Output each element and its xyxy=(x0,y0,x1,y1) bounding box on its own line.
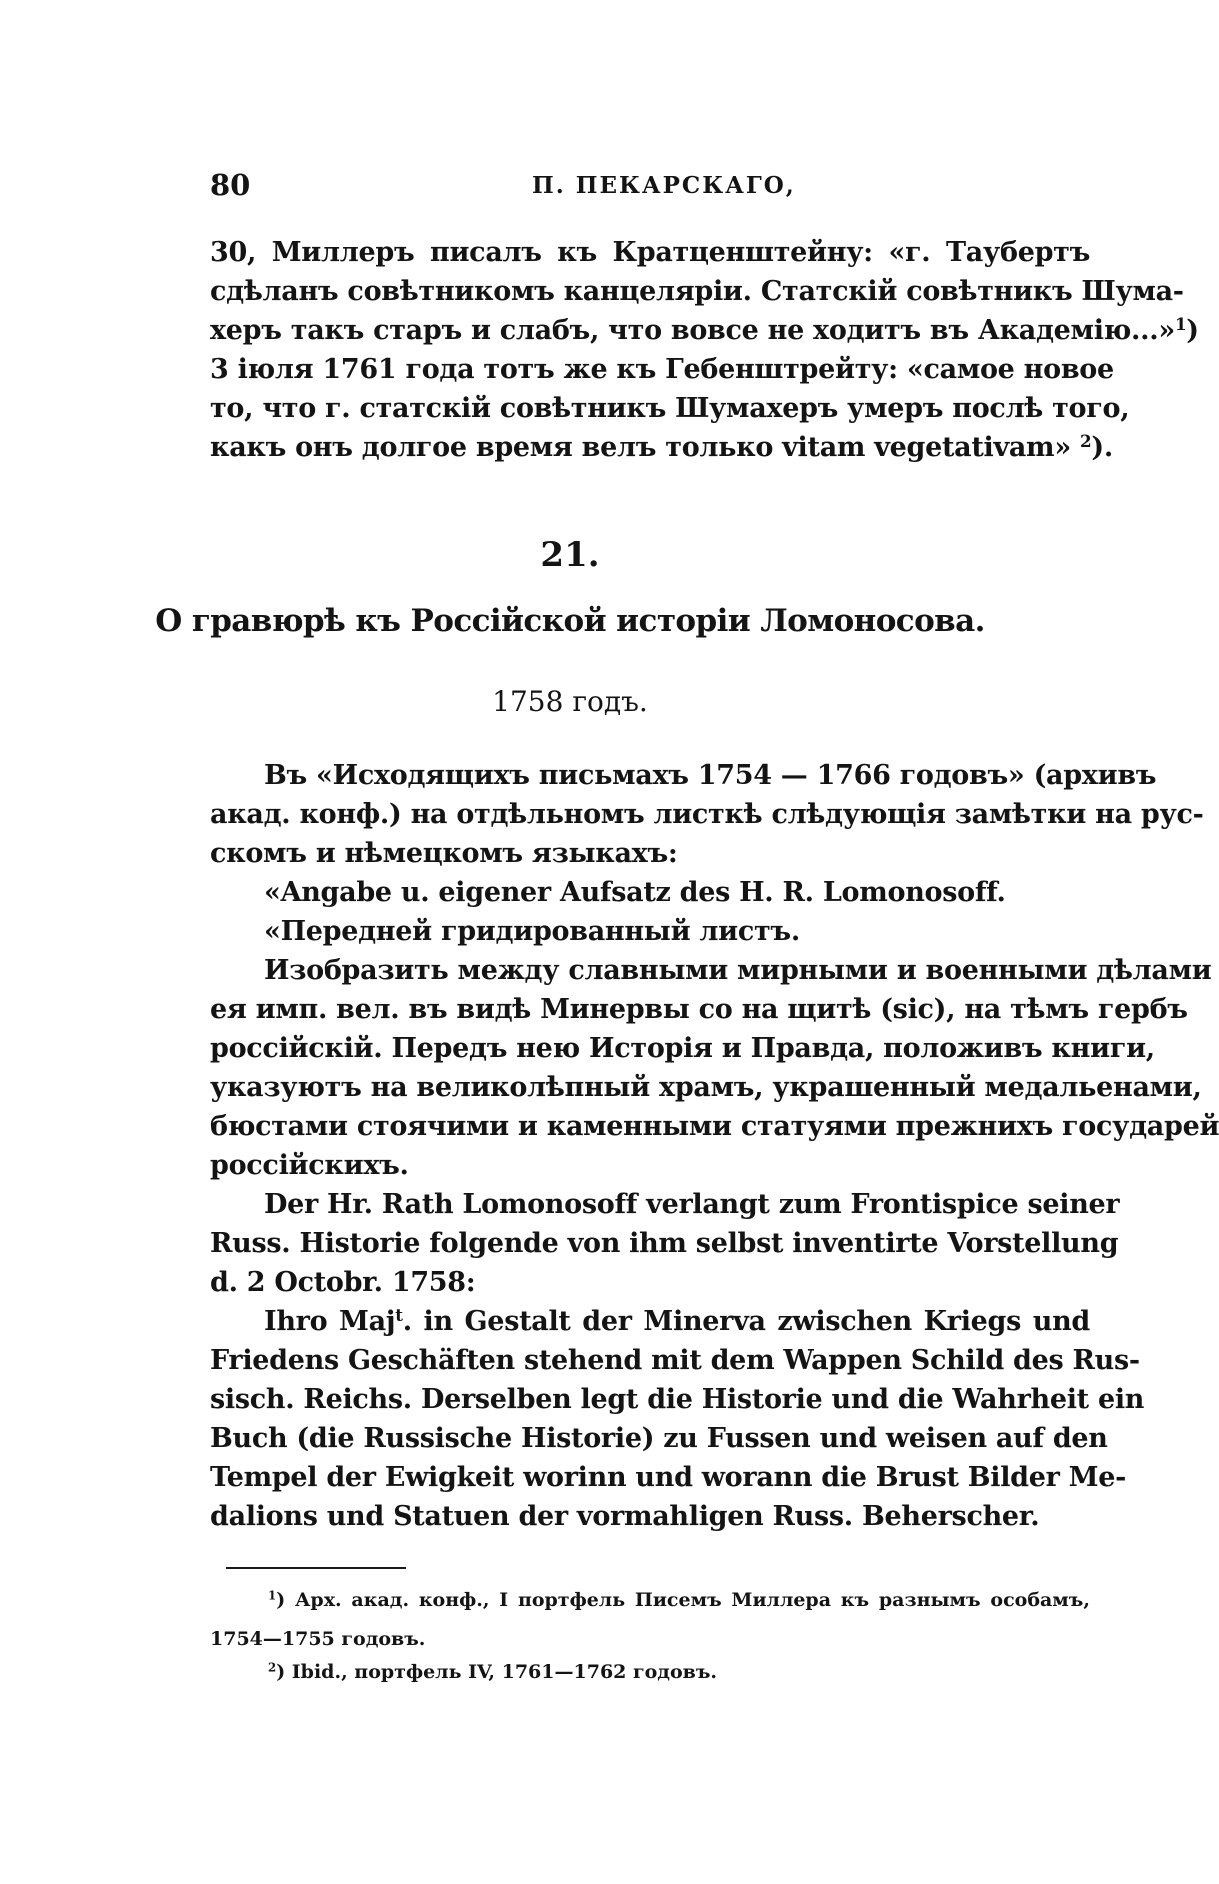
footnotes xyxy=(210,1584,1090,1689)
section-number: 21. xyxy=(540,535,600,575)
section-title: О гравюрѣ къ Россійской исторіи Ломоносова. xyxy=(155,603,985,639)
text-line: Russ. Historie folgende von ihm selbst inventirte Vorstellung xyxy=(210,1228,1119,1259)
page-header xyxy=(210,168,1090,208)
main-text xyxy=(210,756,1219,1536)
section-year: 1758 годъ. xyxy=(492,685,648,718)
text-segment: херъ такъ старъ и слабъ, что вовсе не ходитъ въ Академію...» xyxy=(210,315,1175,346)
text-line: Tempel der Ewigkeit worinn und worann die Brust Bilder Me- xyxy=(210,1462,1127,1493)
page-number: 80 xyxy=(210,168,251,202)
footnote-1 xyxy=(210,1584,1090,1623)
text-line: Buch (die Russische Historie) zu Fussen und weisen auf den xyxy=(210,1423,1108,1454)
footnote-divider xyxy=(226,1567,406,1569)
text-line: то, что г. статскій совѣтникъ Шумахеръ умеръ послѣ того, xyxy=(210,393,1130,424)
text-line: sisch. Reichs. Derselben legt die Historie und die Wahrheit ein xyxy=(210,1384,1145,1415)
footnote-ref-close: ) xyxy=(1186,315,1199,346)
text-line: россійскій. Передъ нею Исторія и Правда, положивъ книги, xyxy=(210,1033,1155,1064)
text-line: ея имп. вел. въ видѣ Минервы со на щитѣ (sic), на тѣмъ гербъ xyxy=(210,994,1188,1025)
text-line xyxy=(210,1302,1090,1341)
text-line: d. 2 Octobr. 1758: xyxy=(210,1267,476,1298)
footnote-text: ) Арх. акад. конф., I портфель Писемъ Миллера къ разнымъ особамъ, xyxy=(276,1589,1090,1611)
quote-line: «Передней гридированный листъ. xyxy=(264,916,800,947)
text-line xyxy=(210,428,1113,467)
text-line: сдѣланъ совѣтникомъ канцеляріи. Статскій совѣтникъ Шума- xyxy=(210,276,1184,307)
text-line: 3 іюля 1761 года тотъ же къ Гебенштрейту: «самое новое xyxy=(210,354,1114,385)
text-line: 30, Миллеръ писалъ къ Кратценштейну: «г. Таубертъ xyxy=(210,237,1090,268)
text-line xyxy=(210,311,1199,350)
footnote-text: ) Ibid., портфель IV, 1761—1762 годовъ. xyxy=(276,1661,718,1683)
text-line: Friedens Geschäften stehend mit dem Wappen Schild des Rus- xyxy=(210,1345,1140,1376)
text-segment: какъ онъ долгое время велъ только vitam vegetativam» xyxy=(210,432,1080,463)
text-line: акад. конф.) на отдѣльномъ листкѣ слѣдующія замѣтки на рус- xyxy=(210,799,1204,830)
footnote-mark: 2 xyxy=(268,1660,277,1675)
text-line: Der Hr. Rath Lomonosoff verlangt zum Frontispice seiner xyxy=(264,1189,1120,1220)
superscript: t xyxy=(395,1304,403,1325)
text-line: указуютъ на великолѣпный храмъ, украшенный медальенами, xyxy=(210,1072,1202,1103)
quote-line: «Angabe u. eigener Aufsatz des H. R. Lomonosoff. xyxy=(264,877,1006,908)
footnote-1-continued: 1754—1755 годовъ. xyxy=(210,1628,426,1650)
text-segment: . in Gestalt der Minerva zwischen Kriegs und xyxy=(402,1306,1090,1337)
footnote-ref-close: ). xyxy=(1091,432,1113,463)
text-line: скомъ и нѣмецкомъ языкахъ: xyxy=(210,838,678,869)
footnote-mark: 1 xyxy=(268,1588,277,1603)
footnote-ref-1: 1 xyxy=(1174,313,1187,334)
text-segment: Ihro Maj xyxy=(264,1306,396,1337)
footnote-ref-2: 2 xyxy=(1080,430,1092,451)
text-line: бюстами стоячими и каменными статуями прежнихъ государей xyxy=(210,1111,1219,1142)
text-line: Изобразить между славными мирными и военными дѣлами xyxy=(264,955,1212,986)
text-line: россійскихъ. xyxy=(210,1150,409,1181)
intro-paragraph xyxy=(210,233,1199,467)
text-line: dalions und Statuen der vormahligen Russ. Beherscher. xyxy=(210,1501,1040,1532)
footnote-2 xyxy=(210,1656,1090,1689)
running-head: П. ПЕКАРСКАГО, xyxy=(532,172,796,199)
text-line: Въ «Исходящихъ письмахъ 1754 — 1766 годовъ» (архивъ xyxy=(264,760,1157,791)
